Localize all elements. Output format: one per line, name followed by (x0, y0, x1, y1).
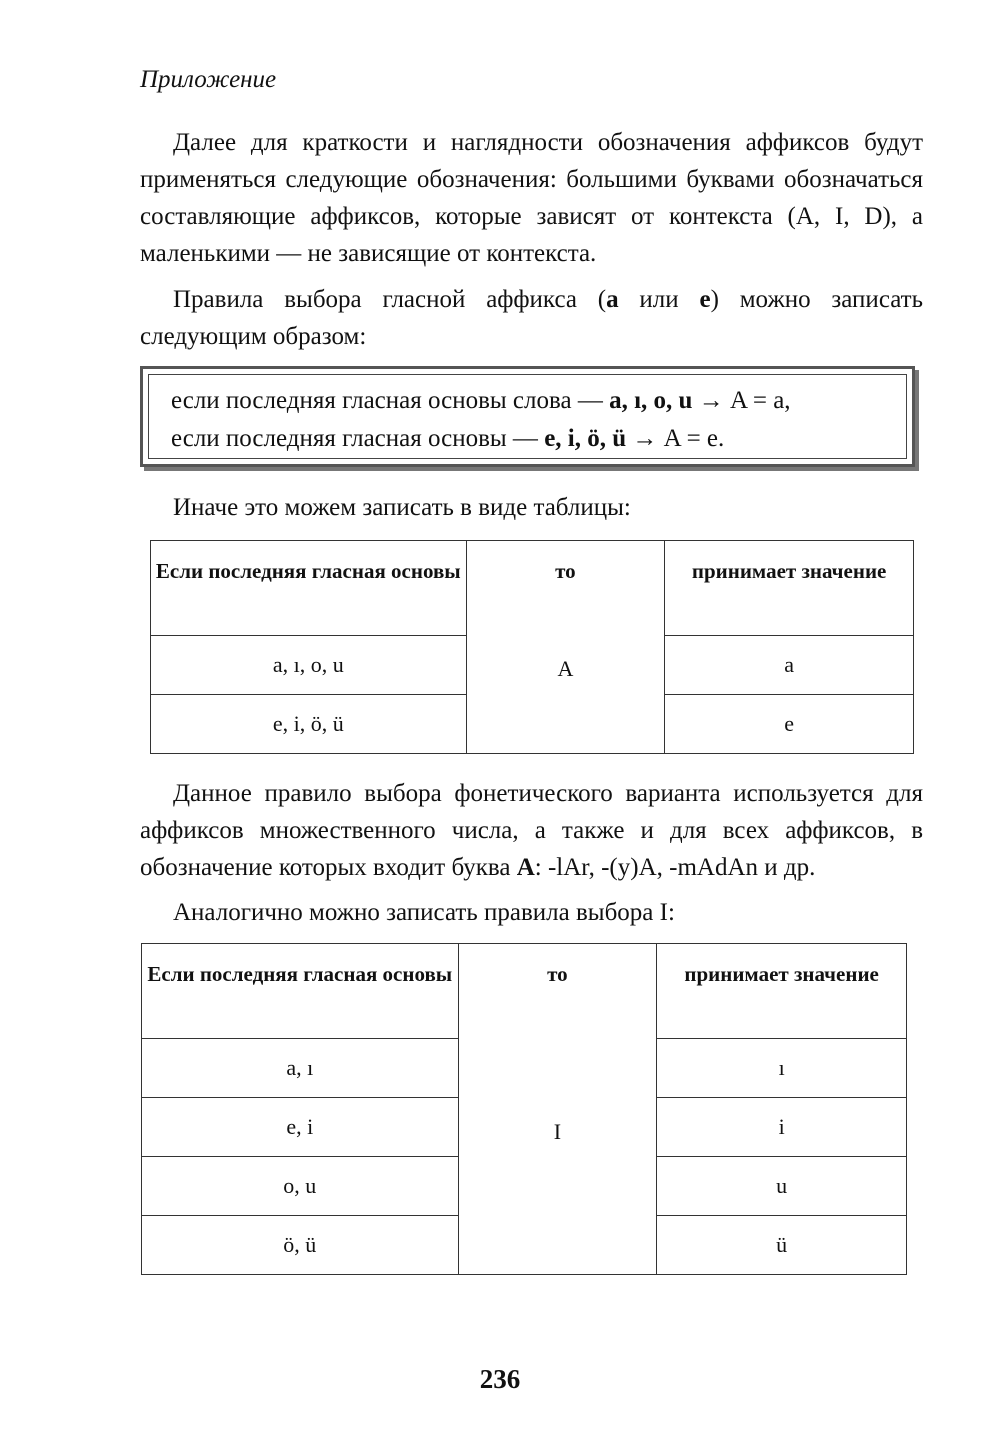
rule-line-1 (171, 387, 791, 415)
table-a-header-value: принимает значение (665, 541, 914, 636)
table-i-value-4: ü (657, 1216, 907, 1275)
p4-text-after: : -lAr, -(y)A, -mAdAn и др. (534, 854, 816, 881)
p4-bold-a: A (516, 854, 535, 881)
table-i-then-label: то (547, 962, 568, 986)
paragraph-vowel-rules (140, 281, 923, 355)
table-i-vowels-4: ö, ü (142, 1216, 459, 1275)
page-number: 236 (479, 1364, 521, 1394)
p2-bold-e: e (699, 286, 711, 313)
paragraph-i-rules-intro: Аналогично можно записать правила выбора I: (173, 899, 675, 926)
table-i-value-3: u (657, 1157, 907, 1216)
table-a-vowels-1: a, ı, o, u (151, 636, 467, 695)
paragraph-plural-affixes (140, 775, 923, 886)
table-i-header-value: принимает значение (657, 944, 907, 1039)
table-a-value-2: e (665, 695, 914, 754)
rule1-result: A = a, (729, 387, 791, 414)
table-i-header-row (142, 944, 907, 1039)
table-vowel-i (141, 943, 907, 1275)
table-a-header-then (466, 541, 665, 754)
rule1-prefix: если последняя гласная основы слова — (171, 387, 610, 414)
rule2-vowels: e, i, ö, ü (544, 425, 627, 452)
table-a-header-row (151, 541, 914, 636)
rule2-arrow: → (626, 425, 664, 452)
paragraph-notation: Далее для краткости и наглядности обозначения аффиксов будут применяться следующие обозначения: большими буквами обозначаться составляющие аффиксов, которые зависят от контекста (A, I, D), а маленькими — не зависящие от контекста. (140, 129, 923, 267)
table-i-value-2: i (657, 1098, 907, 1157)
p2-text-before: Правила выбора гласной аффикса ( (173, 286, 607, 313)
table-i-header-vowel: Если последняя гласная основы (142, 944, 459, 1039)
table-i-vowels-2: e, i (142, 1098, 459, 1157)
rule-box (140, 366, 915, 467)
table-a-then-label: то (555, 559, 576, 583)
table-a-value-1: a (665, 636, 914, 695)
p2-text-after: ) можно записать следующим образом: (140, 286, 923, 350)
table-i-value-1: ı (657, 1039, 907, 1098)
table-a-symbol: A (557, 656, 574, 681)
rule-line-2 (171, 425, 724, 453)
table-a-vowels-2: e, i, ö, ü (151, 695, 467, 754)
p4-text-before: Данное правило выбора фонетического варианта используется для аффиксов множественного числа, а также и для всех аффиксов, в обозначение которых входит буква (140, 780, 923, 881)
rule2-prefix: если последняя гласная основы — (171, 425, 545, 452)
paragraph-table-intro: Иначе это можем записать в виде таблицы: (173, 494, 631, 521)
table-i-header-then (458, 944, 657, 1275)
rule1-arrow: → (692, 387, 730, 414)
table-a-header-vowel: Если последняя гласная основы (151, 541, 467, 636)
table-i-symbol: I (553, 1119, 562, 1144)
p2-text-mid: или (618, 286, 700, 313)
table-vowel-a (150, 540, 914, 754)
rule1-vowels: a, ı, o, u (609, 387, 693, 414)
section-header: Приложение (140, 66, 277, 93)
rule-box-inner-border (148, 374, 907, 459)
table-i-vowels-3: o, u (142, 1157, 459, 1216)
p2-bold-a: a (606, 286, 619, 313)
rule2-result: A = e. (663, 425, 725, 452)
table-i-vowels-1: a, ı (142, 1039, 459, 1098)
